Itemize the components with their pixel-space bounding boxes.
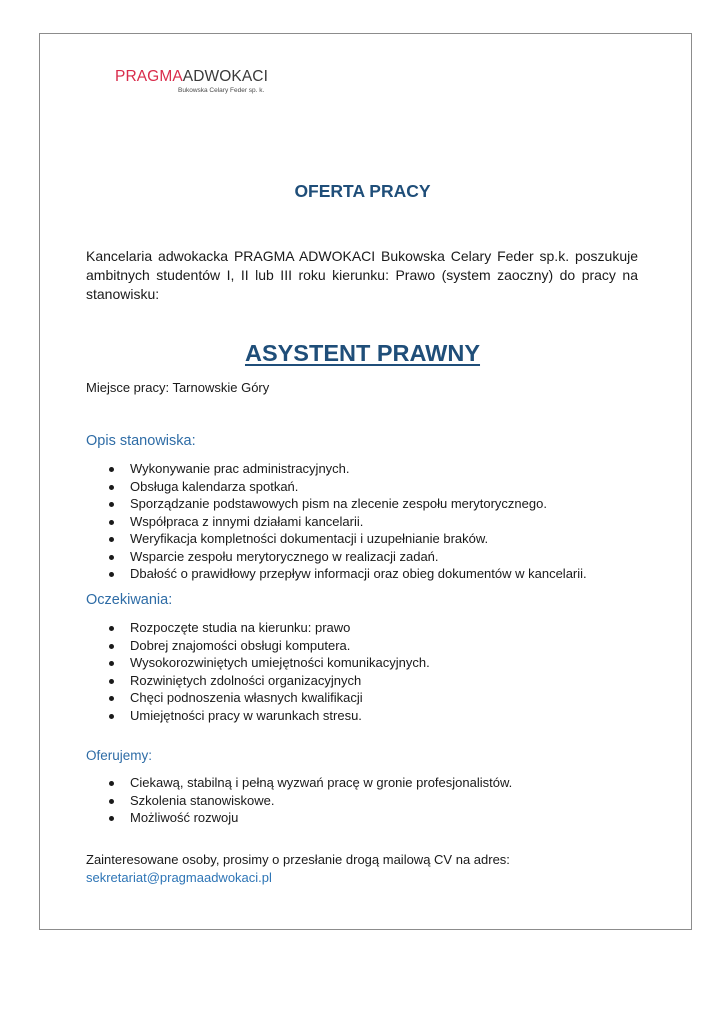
logo-wordmark [115,68,268,86]
offer-heading: OFERTA PRACY [294,181,431,201]
list-item: Rozpoczęte studia na kierunku: prawo [106,619,430,637]
section-title-description: Opis stanowiska: [86,433,196,449]
closing-text: Zainteresowane osoby, prosimy o przesłanie drogą mailową CV na adres: [86,852,510,867]
list-item: Weryfikacja kompletności dokumentacji i uzupełnianie braków. [106,530,587,548]
logo-adwokaci-text: ADWOKACI [182,68,268,85]
intro-paragraph: Kancelaria adwokacka PRAGMA ADWOKACI Bukowska Celary Feder sp.k. poszukuje ambitnych studentów I, II lub III roku kierunku: Prawo (system zaoczny) do pracy na stanowisku: [86,248,638,302]
list-item: Wykonywanie prac administracyjnych. [106,460,587,478]
work-location: Miejsce pracy: Tarnowskie Góry [86,380,270,395]
description-list [106,460,587,583]
list-item: Sporządzanie podstawowych pism na zlecenie zespołu merytorycznego. [106,495,587,513]
list-item: Możliwość rozwoju [106,809,512,827]
job-title-text: ASYSTENT PRAWNY [244,340,481,366]
list-item: Dobrej znajomości obsługi komputera. [106,637,430,655]
list-item: Rozwiniętych zdolności organizacyjnych [106,672,430,690]
offer-list [106,774,512,827]
logo-pragma-text: PRAGMA [115,68,183,85]
list-item: Obsługa kalendarza spotkań. [106,478,587,496]
logo-subtitle: Bukowska Celary Feder sp. k. [178,87,265,94]
list-item: Umiejętności pracy w warunkach stresu. [106,707,430,725]
closing-note [86,851,510,886]
job-title [0,340,725,367]
list-item: Dbałość o prawidłowy przepływ informacji oraz obieg dokumentów w kancelarii. [106,565,587,583]
section-title-offer: Oferujemy: [86,748,153,763]
list-item: Szkolenia stanowiskowe. [106,792,512,810]
section-title-expectations: Oczekiwania: [86,592,173,608]
list-item: Wysokorozwiniętych umiejętności komunikacyjnych. [106,654,430,672]
contact-email-link[interactable]: sekretariat@pragmaadwokaci.pl [86,869,272,885]
list-item: Wsparcie zespołu merytorycznego w realizacji zadań. [106,548,587,566]
expectations-list [106,619,430,724]
company-logo [115,68,285,102]
list-item: Chęci podnoszenia własnych kwalifikacji [106,689,430,707]
list-item: Współpraca z innymi działami kancelarii. [106,513,587,531]
list-item: Ciekawą, stabilną i pełną wyzwań pracę w gronie profesjonalistów. [106,774,512,792]
